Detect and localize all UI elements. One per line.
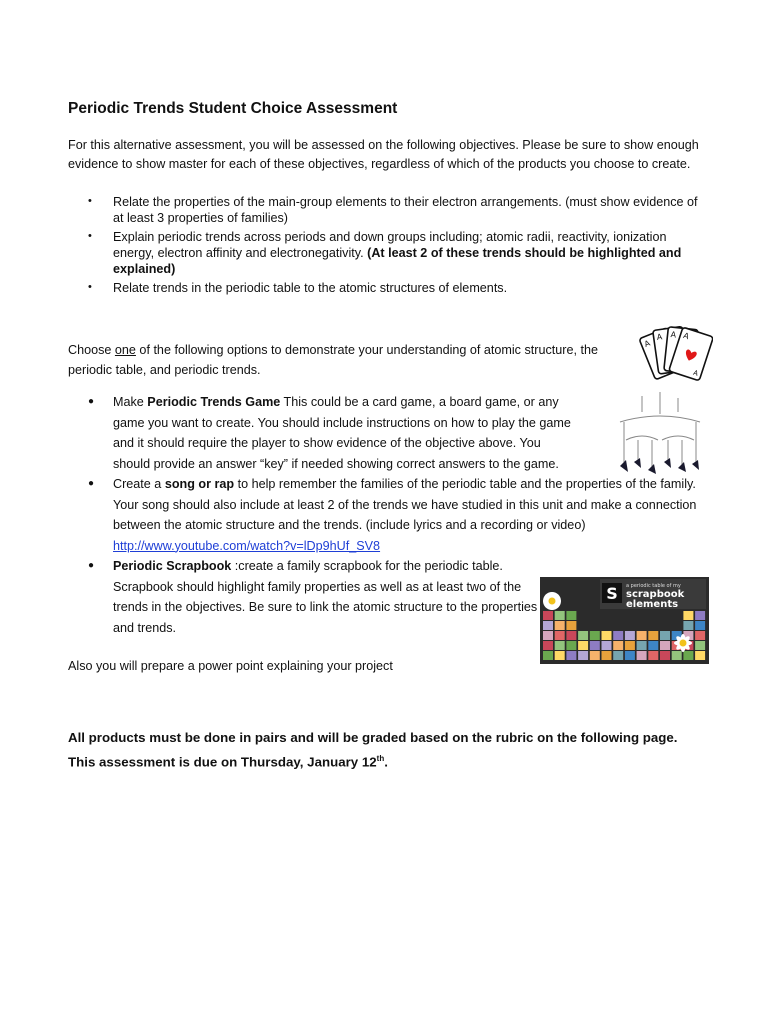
option-bold: Periodic Scrapbook bbox=[113, 559, 232, 573]
scrapbook-tile-letter: S bbox=[606, 584, 618, 603]
scrapbook-tile bbox=[695, 631, 705, 640]
scrapbook-tile bbox=[683, 621, 693, 630]
scrapbook-tile bbox=[555, 641, 565, 650]
scrapbook-title-line1: scrapbook bbox=[626, 589, 685, 600]
option-item-game bbox=[88, 392, 581, 474]
playing-cards-icon bbox=[637, 320, 713, 388]
option-prefix: Make bbox=[113, 395, 148, 409]
scrapbook-tile bbox=[602, 651, 612, 660]
scrapbook-tile bbox=[637, 651, 647, 660]
scrapbook-tile bbox=[695, 611, 705, 620]
scrapbook-tile bbox=[590, 641, 600, 650]
scrapbook-tile bbox=[625, 641, 635, 650]
scrapbook-tile bbox=[660, 641, 670, 650]
svg-text:A: A bbox=[670, 330, 677, 340]
scrapbook-tile bbox=[543, 611, 553, 620]
scrapbook-tile bbox=[613, 631, 623, 640]
scrapbook-tile bbox=[648, 651, 658, 660]
option-text: This could be a card game, a board game, or any game you want to create. You should include instructions on how to play the game and it should require the player to show evidence of the objective above. You should provide an answer “key” if needed showing correct answers to the game. bbox=[113, 395, 571, 471]
scrapbook-tile bbox=[695, 621, 705, 630]
scrapbook-tile bbox=[543, 631, 553, 640]
objective-text: Explain periodic trends across periods and down groups including; atomic radii, reactivity, ionization energy, electron affinity and electronegativity. bbox=[113, 230, 667, 260]
option-text: to help remember the families of the periodic table and the properties of the family. Your song should also include at least 2 of the trends we have studied in this unit and make a connection between the atomic structure and the trends. (include lyrics and a recording or video) bbox=[113, 477, 697, 532]
scrapbook-tile bbox=[613, 651, 623, 660]
option-text: :create a family scrapbook for the periodic table. Scrapbook should highlight family properties as well as at least two of the trends in the objectives. Be sure to link the atomic structure to the properties and trends. bbox=[113, 559, 538, 635]
scrapbook-image bbox=[540, 577, 709, 664]
scrapbook-tile bbox=[578, 651, 588, 660]
objective-item bbox=[88, 229, 708, 277]
scrapbook-tile bbox=[648, 631, 658, 640]
scrapbook-tile bbox=[590, 631, 600, 640]
scrapbook-tile bbox=[672, 651, 682, 660]
scrapbook-tile bbox=[555, 611, 565, 620]
also-paragraph: Also you will prepare a power point explaining your project bbox=[68, 659, 393, 673]
scrapbook-tile bbox=[648, 641, 658, 650]
objective-text: Relate trends in the periodic table to the atomic structures of elements. bbox=[113, 281, 508, 295]
scrapbook-tile bbox=[566, 631, 576, 640]
objectives-list bbox=[88, 194, 708, 299]
scrapbook-title-line2: elements bbox=[626, 599, 679, 610]
svg-text:A: A bbox=[692, 368, 700, 378]
scrapbook-tile bbox=[590, 651, 600, 660]
scrapbook-tile bbox=[566, 651, 576, 660]
scrapbook-tile bbox=[543, 621, 553, 630]
scrapbook-tile bbox=[543, 651, 553, 660]
svg-text:A: A bbox=[642, 338, 652, 349]
svg-text:A: A bbox=[656, 332, 663, 343]
objective-bold-text: (At least 2 of these trends should be highlighted and explained) bbox=[113, 246, 682, 276]
scrapbook-tile bbox=[566, 611, 576, 620]
scrapbook-tile bbox=[602, 641, 612, 650]
objective-item bbox=[88, 194, 708, 226]
scrapbook-tile bbox=[578, 641, 588, 650]
scrapbook-tile bbox=[543, 641, 553, 650]
page-title: Periodic Trends Student Choice Assessment bbox=[68, 100, 398, 117]
scrapbook-tile bbox=[683, 611, 693, 620]
option-prefix: Create a bbox=[113, 477, 165, 491]
final-superscript: th bbox=[376, 754, 385, 763]
scrapbook-tile bbox=[625, 651, 635, 660]
objective-text: Relate the properties of the main-group elements to their electron arrangements. (must show evidence of at least 3 properties of families) bbox=[113, 195, 698, 225]
youtube-link[interactable]: http://www.youtube.com/watch?v=lDp9hUf_SV8 bbox=[113, 538, 381, 553]
choose-before: Choose bbox=[68, 343, 115, 357]
scrapbook-tile bbox=[637, 641, 647, 650]
scrapbook-tile bbox=[683, 651, 693, 660]
scrapbook-tile bbox=[695, 641, 705, 650]
daisy-icon bbox=[543, 592, 561, 610]
objective-item bbox=[88, 280, 708, 296]
option-bold: song or rap bbox=[164, 477, 235, 491]
daisy-icon bbox=[674, 634, 692, 652]
option-bold: Periodic Trends Game bbox=[147, 395, 281, 409]
choose-underlined: one bbox=[114, 343, 136, 357]
scrapbook-tile bbox=[625, 631, 635, 640]
scrapbook-tile bbox=[555, 631, 565, 640]
intro-paragraph bbox=[68, 136, 718, 174]
scrapbook-tile bbox=[637, 631, 647, 640]
scrapbook-tile bbox=[566, 621, 576, 630]
scrapbook-tile bbox=[695, 651, 705, 660]
scrapbook-tile bbox=[555, 651, 565, 660]
scrapbook-tile bbox=[613, 641, 623, 650]
final-end: . bbox=[384, 754, 388, 770]
scrapbook-tagline: a periodic table of my bbox=[626, 583, 681, 589]
scrapbook-tile bbox=[660, 631, 670, 640]
scrapbook-tile bbox=[566, 641, 576, 650]
final-text: All products must be done in pairs and will be graded based on the rubric on the following page. This assessment is due on Thursday, January 12 bbox=[68, 730, 678, 770]
choose-paragraph bbox=[68, 340, 616, 380]
mobile-icon bbox=[612, 392, 708, 492]
scrapbook-tile bbox=[602, 631, 612, 640]
scrapbook-tile bbox=[555, 621, 565, 630]
svg-text:A: A bbox=[682, 330, 691, 342]
scrapbook-tile bbox=[660, 651, 670, 660]
final-paragraph bbox=[68, 727, 708, 772]
choose-after: of the following options to demonstrate your understanding of atomic structure, the periodic table, and periodic trends. bbox=[68, 343, 598, 377]
intro-part2: , you will be assessed on the following objectives. Please be sure to show enough evidence to show master for each of these objectives, regardless of which of the products you choose to create. bbox=[68, 138, 699, 171]
intro-part1: For this alternative assessment bbox=[68, 138, 243, 152]
scrapbook-tile bbox=[578, 631, 588, 640]
